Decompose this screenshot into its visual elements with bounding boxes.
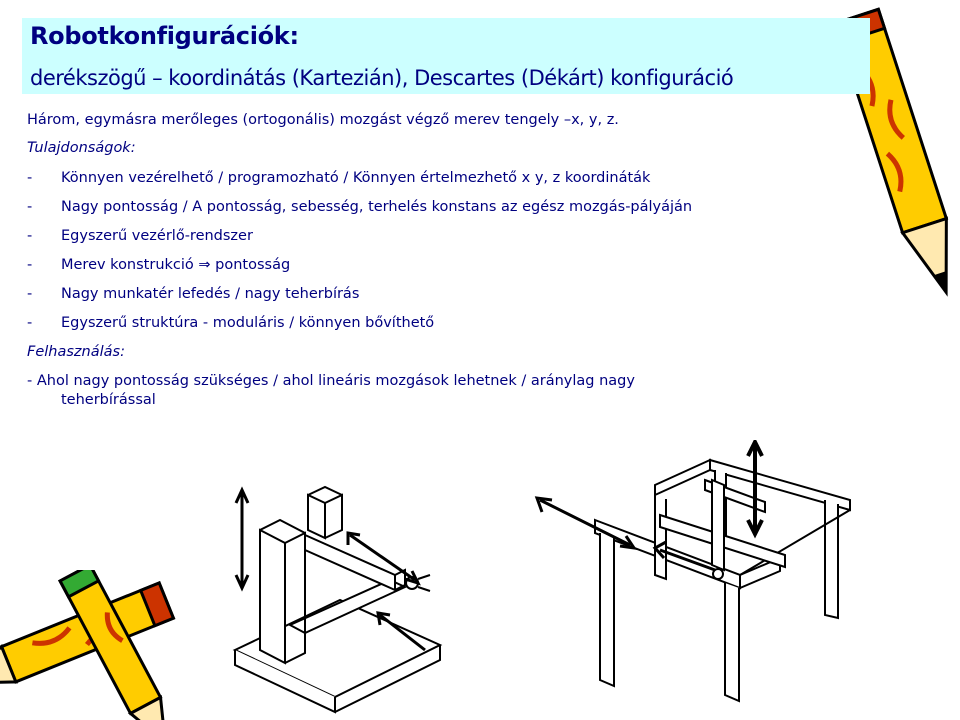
property-item	[27, 257, 290, 273]
property-text: Könnyen vezérelhető / programozható / Könnyen értelmezhető x y, z koordináták	[61, 170, 651, 186]
property-text: Merev konstrukció ⇒ pontosság	[61, 257, 291, 273]
property-text: Egyszerű vezérlő-rendszer	[61, 228, 253, 244]
bullet-dash: -	[27, 199, 33, 215]
gantry-robot-figure	[480, 440, 860, 710]
usage-heading: Felhasználás:	[27, 344, 125, 360]
property-text: Egyszerű struktúra - moduláris / könnyen bővíthető	[61, 315, 435, 331]
property-item	[27, 286, 359, 302]
bullet-dash: -	[27, 286, 33, 302]
cartesian-robot-column-figure	[230, 475, 460, 715]
usage-line-1: - Ahol nagy pontosság szükséges / ahol lineáris mozgások lehetnek / aránylag nagy	[27, 373, 635, 389]
pencil-decoration-bottom-left	[0, 570, 210, 720]
bullet-dash: -	[27, 228, 33, 244]
property-item	[27, 170, 650, 186]
usage-text	[27, 372, 667, 410]
page-subtitle: derékszögű – koordinátás (Kartezián), Descartes (Dékárt) konfiguráció	[30, 66, 734, 90]
property-text: Nagy pontosság / A pontosság, sebesség, terhelés konstans az egész mozgás-pályáján	[61, 199, 693, 215]
intro-text: Három, egymásra merőleges (ortogonális) mozgást végző merev tengely –x, y, z.	[27, 112, 619, 128]
property-item	[27, 199, 692, 215]
property-text: Nagy munkatér lefedés / nagy teherbírás	[61, 286, 360, 302]
usage-line-2: teherbírással	[61, 392, 156, 408]
property-item	[27, 228, 253, 244]
bullet-dash: -	[27, 257, 33, 273]
properties-heading: Tulajdonságok:	[27, 140, 136, 156]
bullet-dash: -	[27, 170, 33, 186]
property-item	[27, 315, 434, 331]
bullet-dash: -	[27, 315, 33, 331]
page-title: Robotkonfigurációk:	[30, 22, 299, 50]
title-box	[22, 18, 870, 94]
